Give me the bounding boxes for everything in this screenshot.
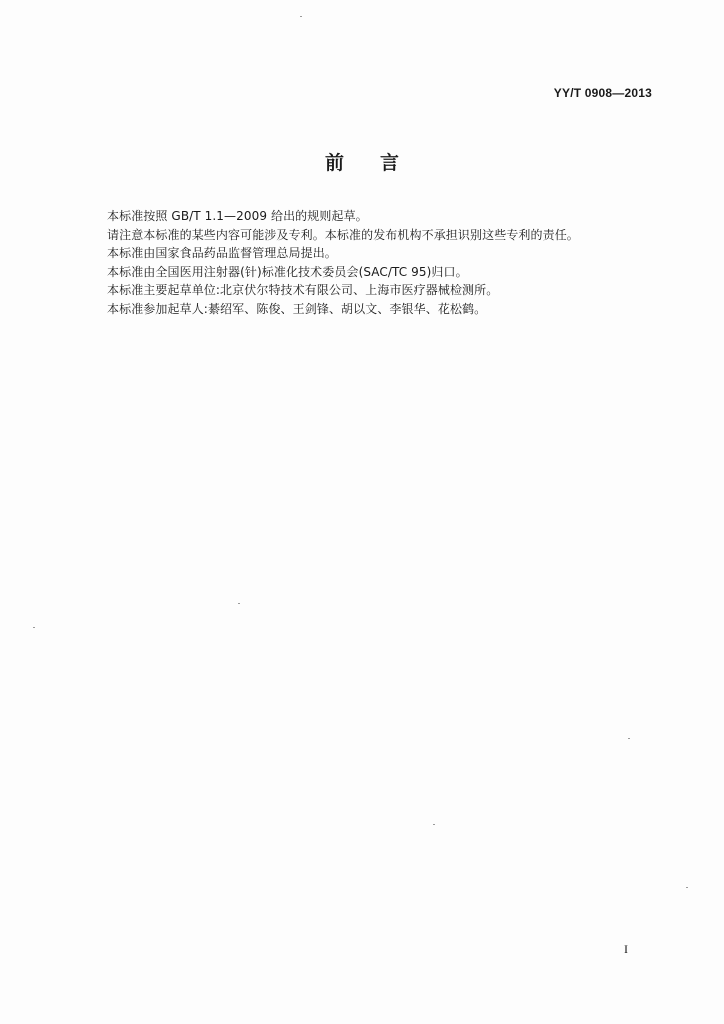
paragraph-patent-notice: 请注意本标准的某些内容可能涉及专利。本标准的发布机构不承担识别这些专利的责任。 — [107, 227, 579, 242]
scan-speck — [433, 824, 435, 825]
paragraph-proposer: 本标准由国家食品药品监督管理总局提出。 — [107, 246, 337, 260]
page-title: 前言 — [324, 152, 435, 174]
scan-speck — [300, 16, 302, 17]
scan-speck — [33, 627, 35, 628]
foreword-body — [107, 207, 667, 318]
paragraph-committee: 本标准由全国医用注射器(针)标准化技术委员会(SAC/TC 95)归口。 — [107, 264, 468, 279]
scan-speck — [686, 887, 688, 888]
scan-speck — [238, 603, 240, 604]
page-number: I — [624, 942, 628, 956]
paragraph-drafters: 本标准参加起草人:綦绍军、陈俊、王剑锋、胡以文、李银华、花松鹤。 — [107, 301, 487, 316]
scan-speck — [628, 738, 630, 739]
standard-number: YY/T 0908—2013 — [553, 86, 652, 100]
paragraph-drafting-rules: 本标准按照 GB/T 1.1—2009 给出的规则起草。 — [107, 209, 368, 223]
paragraph-drafting-units: 本标准主要起草单位:北京伏尔特技术有限公司、上海市医疗器械检测所。 — [107, 283, 499, 297]
